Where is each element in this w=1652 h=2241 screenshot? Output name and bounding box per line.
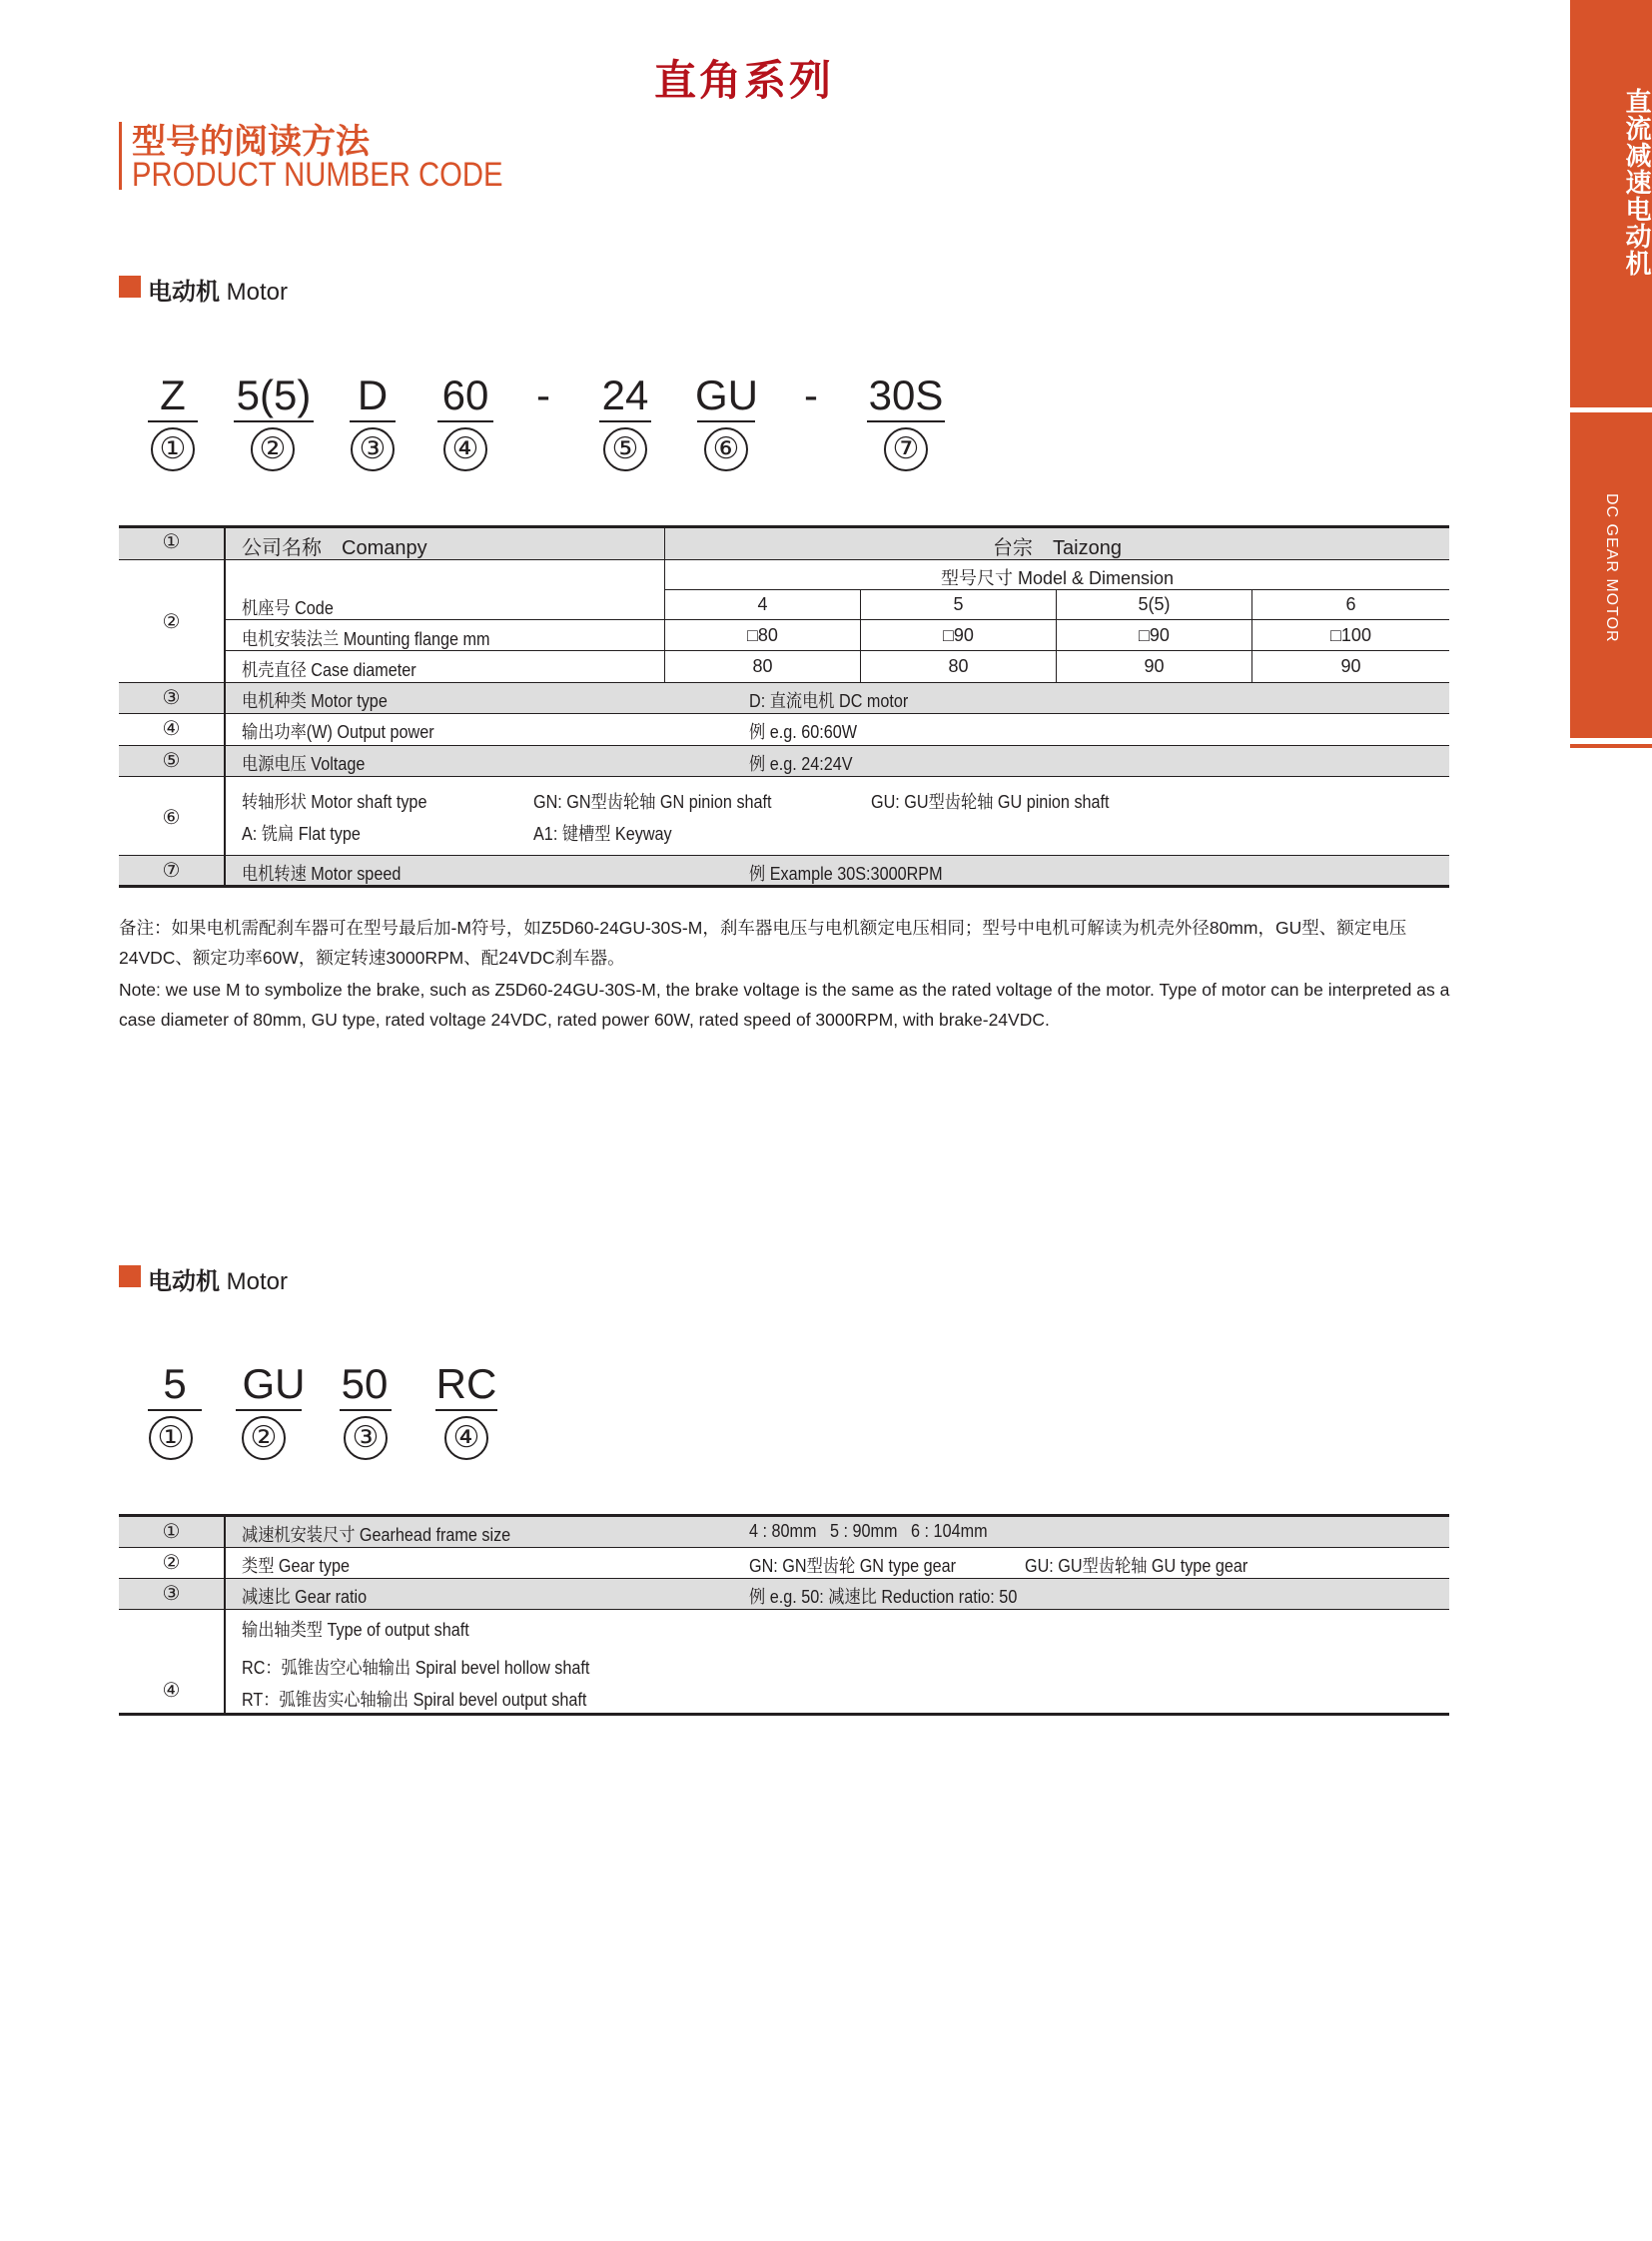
- section-title-en: Motor: [226, 279, 289, 306]
- table-rule: [119, 1514, 1449, 1517]
- side-tab-category: [1570, 0, 1652, 407]
- row-index: ③: [162, 1583, 181, 1605]
- code-part-power: 60: [441, 372, 489, 418]
- table-rule: [119, 1547, 1449, 1548]
- table-rule: [119, 855, 1449, 856]
- code-index-circle: ①: [151, 427, 195, 471]
- code-part-frame: 5(5): [236, 372, 312, 418]
- code-underline: [867, 420, 945, 422]
- table-rule: [119, 776, 1449, 777]
- code-index-circle: ④: [443, 427, 487, 471]
- code-underline: [236, 1409, 302, 1411]
- code-separator: -: [804, 372, 818, 418]
- table-rule: [119, 682, 1449, 683]
- output-power-value: 例 e.g. 60:60W: [749, 722, 858, 742]
- row-index: ④: [162, 1680, 181, 1702]
- code-index-circle: ⑤: [603, 427, 647, 471]
- table-rule: [119, 713, 1449, 714]
- code-separator: -: [536, 372, 550, 418]
- table-rule: [119, 1578, 1449, 1579]
- gearhead-frame-value: 4 : 80mm 5 : 90mm 6 : 104mm: [749, 1521, 988, 1541]
- code-part-ratio: 50: [341, 1360, 389, 1407]
- code-index-circle: ②: [242, 1416, 286, 1460]
- code-underline: [437, 420, 493, 422]
- code-part-company: Z: [160, 372, 186, 418]
- code-underline: [697, 420, 755, 422]
- heading-english: PRODUCT NUMBER CODE: [132, 156, 503, 194]
- output-power-label: 输出功率(W) Output power: [242, 722, 434, 742]
- case-diameter-value: 90: [1144, 656, 1165, 676]
- shaft-type-label: 转轴形状 Motor shaft type: [242, 792, 427, 812]
- mounting-flange-value: □80: [747, 625, 778, 645]
- mounting-flange-label: 电机安装法兰 Mounting flange mm: [242, 629, 490, 649]
- code-underline: [234, 420, 314, 422]
- section-marker: [119, 1265, 141, 1287]
- row-index: ⑥: [162, 807, 181, 829]
- table-rule: [224, 619, 1449, 620]
- code-underline: [350, 420, 396, 422]
- code-index-circle: ④: [444, 1416, 488, 1460]
- shaft-type-a1: A1: 键槽型 Keyway: [533, 824, 672, 844]
- heading-accent-bar: [119, 122, 122, 190]
- row-index: ⑤: [162, 750, 181, 772]
- gear-ratio-value: 例 e.g. 50: 减速比 Reduction ratio: 50: [749, 1587, 1018, 1607]
- side-tab-english: [1570, 413, 1652, 738]
- frame-code-value: 4: [757, 594, 768, 614]
- row-index: ①: [162, 531, 181, 553]
- row-index: ①: [162, 1521, 181, 1543]
- gearhead-frame-label: 减速机安装尺寸 Gearhead frame size: [242, 1525, 511, 1545]
- table-vrule: [224, 527, 226, 887]
- code-index-circle: ②: [251, 427, 295, 471]
- code-part-speed: 30S: [868, 372, 944, 418]
- heading-chinese: 型号的阅读方法: [132, 123, 370, 161]
- code-part-shaft: GU: [695, 372, 758, 418]
- side-tab-english-label: DC GEAR MOTOR: [1603, 493, 1620, 643]
- motor-type-label: 电机种类 Motor type: [242, 691, 388, 711]
- code-part-output-shaft: RC: [435, 1360, 497, 1407]
- case-diameter-value: 80: [948, 656, 969, 676]
- table-rule: [119, 1609, 1449, 1610]
- shaft-type-gu: GU: GU型齿轮轴 GU pinion shaft: [871, 792, 1110, 812]
- row-index: ⑦: [162, 860, 181, 882]
- side-tab-divider: [1570, 744, 1652, 748]
- code-index-circle: ③: [344, 1416, 388, 1460]
- shaft-type-gn: GN: GN型齿轮轴 GN pinion shaft: [533, 792, 772, 812]
- side-tab-category-label: 直流减速电动机: [1622, 88, 1652, 277]
- table-rule: [119, 745, 1449, 746]
- code-index-circle: ①: [149, 1416, 193, 1460]
- mounting-flange-value: □90: [1139, 625, 1170, 645]
- table-vrule: [224, 1516, 226, 1714]
- code-part-gear-type: GU: [242, 1360, 306, 1407]
- note-english: Note: we use M to symbolize the brake, such as Z5D60-24GU-30S-M, the brake voltage is the same as the rated voltage of the motor. Type of motor can be interpreted as a case diameter of 80mm, GU type, rated voltage 24VDC, rated power 60W, rated speed of 3000RPM, with brake-24VDC.: [119, 980, 1450, 1030]
- section-title-en: Motor: [226, 1268, 289, 1295]
- output-shaft-rc: RC：弧锥齿空心轴输出 Spiral bevel hollow shaft: [242, 1658, 590, 1678]
- row-index: ③: [162, 687, 181, 709]
- voltage-label: 电源电压 Voltage: [242, 754, 366, 774]
- row-index: ④: [162, 718, 181, 740]
- frame-code-label: 机座号 Code: [242, 598, 334, 618]
- frame-code-value: 6: [1345, 594, 1356, 614]
- mounting-flange-value: □90: [943, 625, 974, 645]
- voltage-value: 例 e.g. 24:24V: [749, 754, 853, 774]
- mounting-flange-value: □100: [1330, 625, 1371, 645]
- section-title-motor: [148, 272, 288, 307]
- gear-ratio-label: 减速比 Gear ratio: [242, 1587, 368, 1607]
- section-marker: [119, 276, 141, 298]
- code-part-voltage: 24: [601, 372, 649, 418]
- table-rule: [119, 1713, 1449, 1716]
- row-index: ②: [162, 1552, 181, 1574]
- row-index: ②: [162, 611, 181, 633]
- frame-code-value: 5: [953, 594, 964, 614]
- table-rule: [119, 525, 1449, 528]
- code-underline: [148, 1409, 202, 1411]
- frame-code-value: 5(5): [1138, 594, 1171, 614]
- code-underline: [340, 1409, 392, 1411]
- section-title-cn: 电动机: [148, 279, 220, 306]
- gear-type-gu: GU: GU型齿轮轴 GU type gear: [1025, 1556, 1248, 1576]
- motor-speed-label: 电机转速 Motor speed: [242, 864, 402, 884]
- note-chinese: 备注：如果电机需配刹车器可在型号最后加-M符号，如Z5D60-24GU-30S-M，刹车器电压与电机额定电压相同；型号中电机可解读为机壳外径80mm，GU型、额定电压24VDC、额定功率60W，额定转速3000RPM、配24VDC刹车器。: [119, 918, 1407, 968]
- company-value: 台宗 Taizong: [993, 537, 1122, 559]
- company-label: 公司名称 Comanpy: [242, 537, 427, 559]
- gear-type-label: 类型 Gear type: [242, 1556, 351, 1576]
- gear-type-gn: GN: GN型齿轮 GN type gear: [749, 1556, 957, 1576]
- motor-speed-value: 例 Example 30S:3000RPM: [749, 864, 943, 884]
- shaft-type-a: A: 铣扁 Flat type: [242, 824, 361, 844]
- code-underline: [599, 420, 651, 422]
- code-underline: [435, 1409, 497, 1411]
- code-part-frame: 5: [163, 1360, 187, 1407]
- output-shaft-label: 输出轴类型 Type of output shaft: [242, 1620, 469, 1640]
- case-diameter-label: 机壳直径 Case diameter: [242, 660, 416, 680]
- case-diameter-value: 80: [752, 656, 773, 676]
- code-index-circle: ③: [351, 427, 395, 471]
- model-dimension-header: 型号尺寸 Model & Dimension: [940, 568, 1175, 588]
- code-part-motor-type: D: [357, 372, 389, 418]
- output-shaft-rt: RT：弧锥齿实心轴输出 Spiral bevel output shaft: [242, 1690, 587, 1710]
- code-index-circle: ⑦: [884, 427, 928, 471]
- section-title-cn: 电动机: [148, 1268, 220, 1295]
- code-index-circle: ⑥: [704, 427, 748, 471]
- motor-type-value: D: 直流电机 DC motor: [749, 691, 909, 711]
- code-underline: [148, 420, 198, 422]
- section-title-motor: [148, 1261, 288, 1296]
- page-title: 直角系列: [653, 57, 834, 104]
- case-diameter-value: 90: [1340, 656, 1361, 676]
